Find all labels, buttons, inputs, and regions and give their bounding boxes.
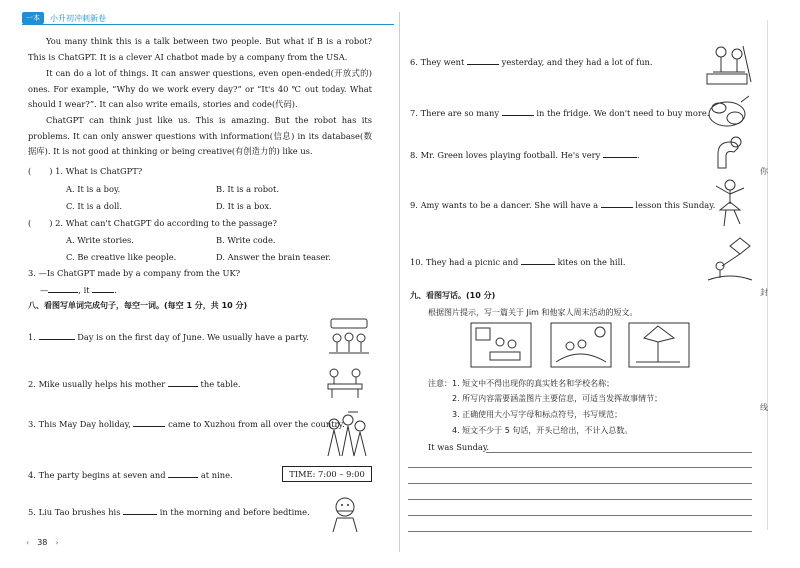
note-item: 2. 所写内容需要涵盖图片主要信息，可适当发挥故事情节； [452, 394, 663, 403]
picture-scene-1 [470, 322, 532, 368]
mc-option: B. Write code. [216, 235, 276, 245]
fill-item: 10. They had a picnic and kites on the hill. [410, 257, 626, 267]
fill-item: 3. This May Day holiday, came to Xuzhou from all over the country. [28, 419, 345, 429]
fill-item: 1. Day is on the first day of June. We usually have a party. [28, 332, 309, 342]
fill-item: 4. The party begins at seven and at nine. [28, 470, 233, 480]
notes-label: 注意： [428, 379, 452, 388]
fill-item: 6. They went yesterday, and they had a lot of fun. [410, 57, 653, 67]
section9-prompt: 根据图片提示，写一篇关于 Jim 和他家人周末活动的短文。 [428, 308, 638, 317]
fill-item: 5. Liu Tao brushes his in the morning and before bedtime. [28, 507, 310, 517]
header-badge: 一本 [22, 12, 44, 24]
mc-option: A. Write stories. [66, 235, 134, 245]
fill-item: 9. Amy wants to be a dancer. She will have a lesson this Sunday. [410, 200, 716, 210]
note-item: 1. 短文中不得出现你的真实姓名和学校名称； [452, 379, 615, 388]
childrens-day-illustration [325, 316, 373, 356]
mc-option: C. Be creative like people. [66, 252, 177, 262]
answer-blank[interactable] [603, 149, 637, 158]
answer-blank[interactable] [92, 284, 114, 293]
header-title: 小升初冲刺新卷 [50, 13, 106, 23]
section8-title: 八、看图写单词完成句子，每空一词。(每空 1 分，共 10 分) [28, 301, 248, 310]
cut-char: 线 [760, 403, 768, 412]
page-divider [399, 12, 400, 552]
answer-blank[interactable] [502, 107, 534, 116]
answer-blank[interactable] [48, 284, 78, 293]
fill-item: 7. There are so many in the fridge. We don't need to buy more. [410, 108, 710, 118]
tourists-illustration [320, 410, 372, 458]
mc-question: ( ) 1. What is ChatGPT? [28, 166, 143, 176]
passage-paragraph: You many think this is a talk between two people. But what if B is a robot? This is ChatGPT. It is a clever AI chatbot made by a company from the USA. [28, 36, 372, 62]
time-box: TIME: 7:00 – 9:00 [282, 466, 372, 482]
vegetables-illustration [705, 94, 753, 132]
writing-line[interactable] [408, 531, 752, 532]
note-item: 4. 短文不少于 5 句话，开头已给出，不计入总数。 [452, 426, 633, 435]
q3-answer: — , it . [40, 285, 117, 295]
answer-blank[interactable] [601, 199, 633, 208]
fill-item: 2. Mike usually helps his mother the table. [28, 379, 241, 389]
picture-scene-2 [550, 322, 612, 368]
dancer-illustration [712, 178, 748, 228]
passage-paragraph: ChatGPT can think just like us. This is amazing. But the robot has its problems. It can only answer questions with information(信息) in its database(数据库). It is not good at thinking or being creative(有创造力的) like us. [28, 115, 372, 157]
binding-cut-line [767, 20, 768, 530]
header [22, 12, 106, 24]
answer-blank[interactable] [168, 378, 198, 387]
mc-option: B. It is a robot. [216, 184, 279, 194]
answer-blank[interactable] [467, 56, 499, 65]
mc-option: C. It is a doll. [66, 201, 122, 211]
header-rule [22, 24, 394, 25]
picture-scene-3 [628, 322, 690, 368]
passage-paragraph: It can do a lot of things. It can answer questions, even open-ended(开放式的) ones. For example, “Why do we work every day?” or “It's 40 ℃ out today. What should I wear?”. It can also write emails, stories and code(代码). [28, 68, 372, 110]
writing-line[interactable] [486, 452, 752, 453]
writing-line[interactable] [408, 515, 752, 516]
prev-page-icon[interactable]: ‹ [26, 538, 30, 547]
brushing-teeth-illustration [325, 494, 365, 534]
answer-blank[interactable] [39, 331, 75, 340]
writing-line[interactable] [408, 483, 752, 484]
writing-line[interactable] [408, 467, 752, 468]
strong-arm-illustration [712, 134, 748, 172]
mc-option: A. It is a boy. [66, 184, 121, 194]
kite-flying-illustration [706, 236, 754, 282]
answer-blank[interactable] [521, 256, 555, 265]
section9-title: 九、看图写话。(10 分) [410, 291, 496, 300]
fill-item: 8. Mr. Green loves playing football. He's very . [410, 150, 640, 160]
writing-start: It was Sunday. [428, 442, 490, 452]
answer-blank[interactable] [168, 469, 198, 478]
cut-char: 封 [760, 288, 768, 297]
answer-blank[interactable] [123, 506, 157, 515]
q3-stem: 3. —Is ChatGPT made by a company from the UK? [28, 268, 241, 278]
table-setting-illustration [320, 366, 372, 400]
next-page-icon[interactable]: › [55, 538, 59, 547]
writing-line[interactable] [408, 499, 752, 500]
mc-option: D. It is a box. [216, 201, 272, 211]
mc-question: ( ) 2. What can't ChatGPT do according to the passage? [28, 218, 278, 228]
answer-blank[interactable] [133, 418, 165, 427]
cut-char: 你 [760, 167, 768, 176]
mc-option: D. Answer the brain teaser. [216, 252, 331, 262]
note-item: 3. 正确使用大小写字母和标点符号，书写规范； [452, 410, 623, 419]
page-number: 38 [37, 538, 48, 547]
fishing-trip-illustration [703, 42, 753, 86]
page-footer [22, 538, 63, 547]
